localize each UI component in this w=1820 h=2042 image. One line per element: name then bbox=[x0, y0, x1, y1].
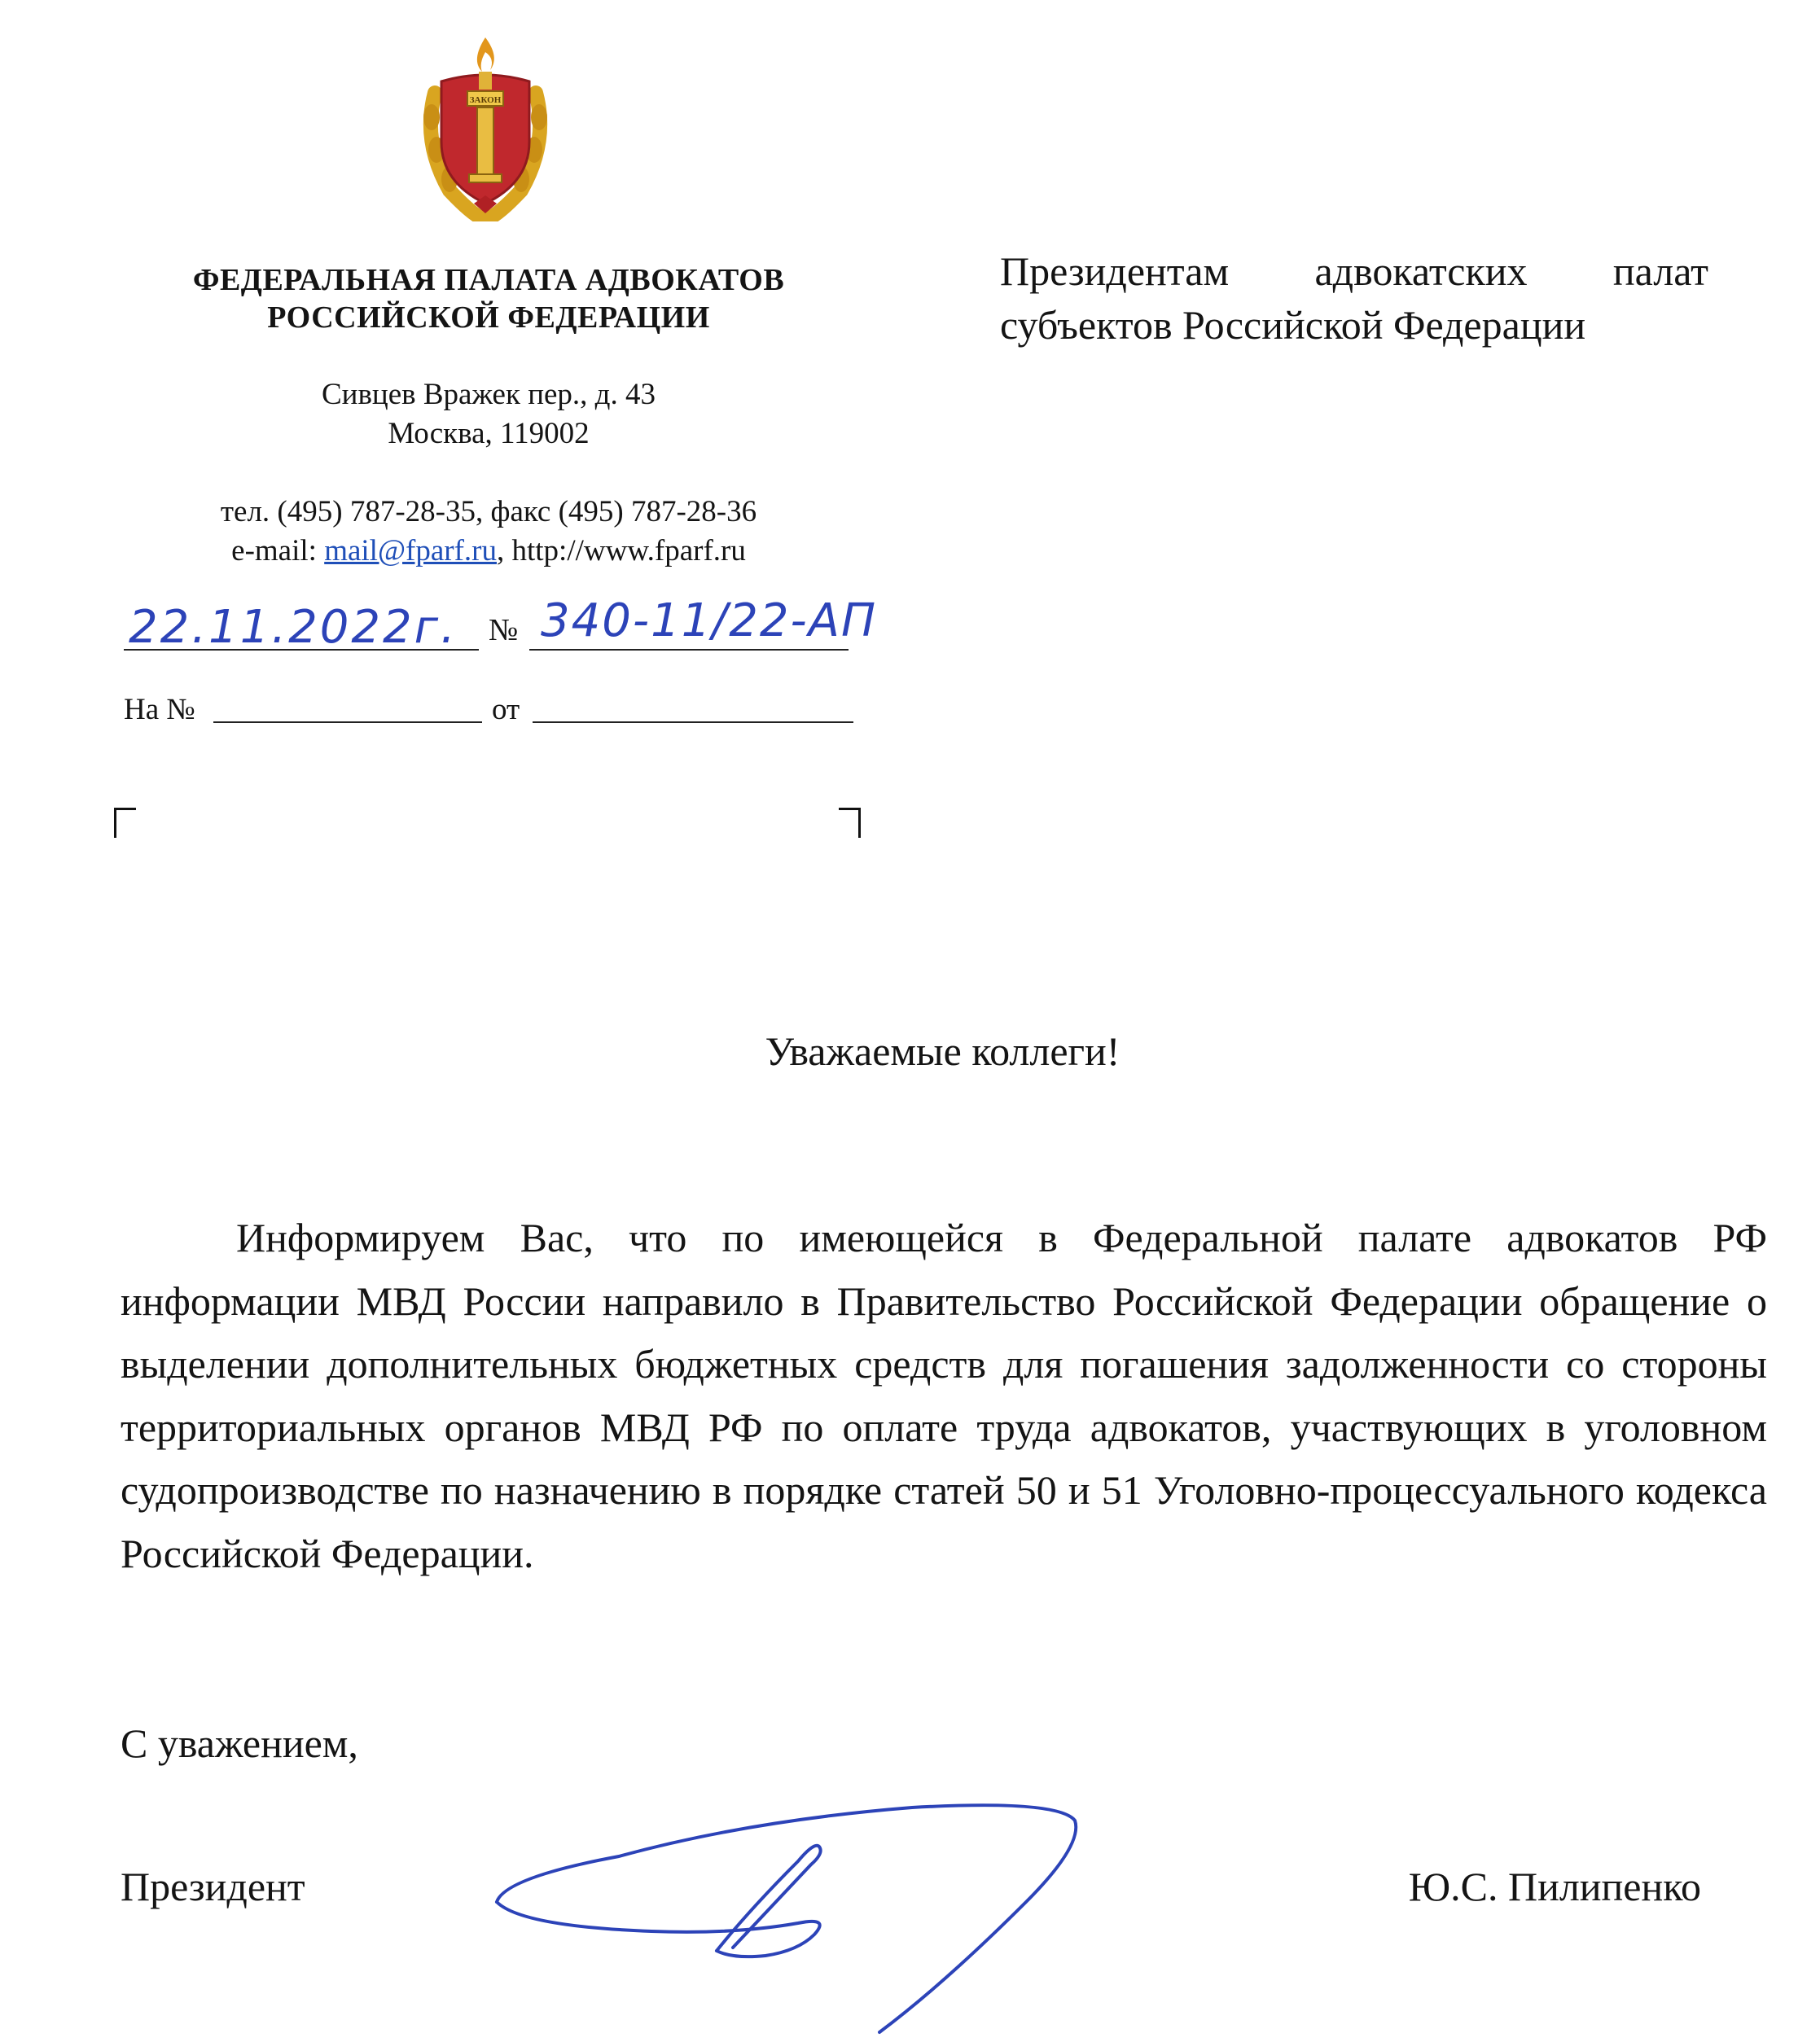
organization-name-line2: РОССИЙСКОЙ ФЕДЕРАЦИИ bbox=[267, 300, 710, 335]
email-label: e-mail: bbox=[231, 534, 325, 567]
contact-line bbox=[98, 532, 879, 570]
phone-fax-line: тел. (495) 787-28-35, факс (495) 787-28-36 bbox=[220, 495, 757, 528]
lawyers-chamber-emblem-icon bbox=[417, 36, 554, 221]
reply-number-blank bbox=[213, 721, 482, 723]
outgoing-date-handwritten: 22.11.2022г. bbox=[129, 601, 458, 654]
signer-name: Ю.С. Пилипенко bbox=[1408, 1864, 1701, 1909]
website-text: , http://www.fparf.ru bbox=[496, 534, 746, 567]
reply-date-blank bbox=[533, 721, 853, 723]
email-link[interactable]: mail@fparf.ru bbox=[324, 534, 497, 567]
signer-position: Президент bbox=[121, 1864, 305, 1909]
number-underline bbox=[529, 649, 849, 651]
handwritten-signature bbox=[489, 1788, 1107, 2042]
reply-number-label: На № bbox=[124, 693, 195, 726]
salutation: Уважаемые коллеги! bbox=[765, 1028, 1121, 1074]
corner-mark-left bbox=[114, 808, 136, 838]
closing-regards: С уважением, bbox=[121, 1720, 358, 1766]
svg-text:ЗАКОН: ЗАКОН bbox=[469, 95, 502, 105]
organization-name-line1: ФЕДЕРАЛЬНАЯ ПАЛАТА АДВОКАТОВ bbox=[192, 263, 785, 297]
reply-date-label: от bbox=[492, 693, 520, 726]
outgoing-number-handwritten: 340-11/22-АП bbox=[541, 594, 878, 647]
addressee-line1: Президентам адвокатских палат bbox=[1000, 248, 1708, 294]
address-line1: Сивцев Вражек пер., д. 43 bbox=[321, 378, 656, 411]
corner-mark-right bbox=[839, 808, 861, 838]
number-sign: № bbox=[489, 613, 519, 647]
addressee bbox=[1000, 244, 1708, 352]
address-line2: Москва, 119002 bbox=[388, 417, 590, 450]
letter-body: Информируем Вас, что по имеющейся в Федеральной палате адвокатов РФ информации МВД России направило в Правительство Российской Федерации обращение о выделении дополнительных бюджетных средств для погашения задолженности со стороны территориальных органов МВД РФ по оплате труда адвокатов, участвующих в уголовном судопроизводстве по назначению в порядке статей 50 и 51 Уголовно-процессуального кодекса Российской Федерации. bbox=[121, 1215, 1767, 1576]
date-underline bbox=[124, 649, 479, 651]
addressee-line2: субъектов Российской Федерации bbox=[1000, 302, 1586, 348]
